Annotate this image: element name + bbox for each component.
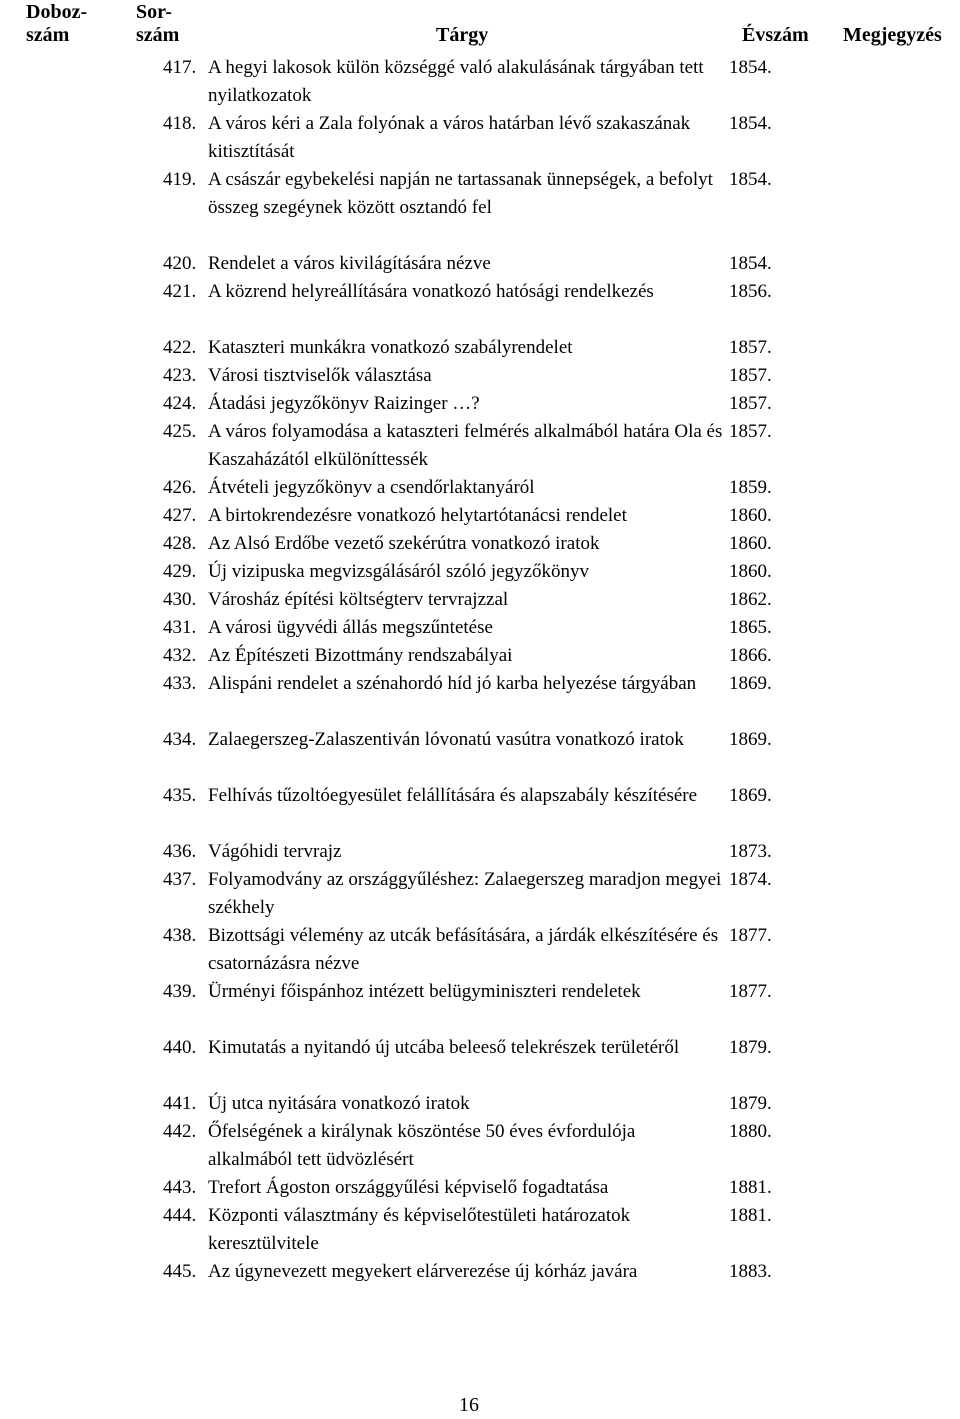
row-title: Vágóhidi tervrajz <box>208 841 342 862</box>
header-sor-line1: Sor- <box>136 1 172 23</box>
row-year: 1859. <box>729 477 772 498</box>
table-row <box>0 670 960 726</box>
table-row <box>0 250 960 278</box>
row-number: 443. <box>163 1177 197 1198</box>
page-number <box>0 1394 960 1417</box>
row-number: 435. <box>163 785 197 806</box>
table-row <box>0 110 960 166</box>
table-header <box>0 0 960 48</box>
row-number: 419. <box>163 169 197 190</box>
header-targy: Tárgy <box>436 24 489 46</box>
row-title: Kimutatás a nyitandó új utcába beleeső telekrészek területéről <box>208 1037 680 1058</box>
row-year: 1857. <box>729 421 772 442</box>
row-title: Zalaegerszeg-Zalaszentiván lóvonatú vasútra vonatkozó iratok <box>208 729 684 750</box>
row-number: 425. <box>163 421 197 442</box>
table-row <box>0 978 960 1006</box>
header-evszam: Évszám <box>742 24 809 46</box>
row-title: Az úgynevezett megyekert elárverezése új kórház javára <box>208 1261 638 1282</box>
row-year: 1865. <box>729 617 772 638</box>
row-title: Folyamodvány az országgyűléshez: Zalaegerszeg maradjon megyei székhely <box>208 869 722 918</box>
table-row <box>0 418 960 474</box>
row-number: 439. <box>163 981 197 1002</box>
row-title: Rendelet a város kivilágítására nézve <box>208 253 491 274</box>
header-sor-szam <box>136 1 226 47</box>
row-year: 1881. <box>729 1177 772 1198</box>
table-row <box>0 278 960 306</box>
row-year: 1856. <box>729 281 772 302</box>
table-row <box>0 1118 960 1174</box>
table-row <box>0 390 960 418</box>
row-title: A közrend helyreállítására vonatkozó hatósági rendelkezés <box>208 281 654 302</box>
row-title: Új utca nyitására vonatkozó iratok <box>208 1093 470 1114</box>
row-title: Kataszteri munkákra vonatkozó szabályrendelet <box>208 337 573 358</box>
row-title: Átadási jegyzőkönyv Raizinger …? <box>208 393 480 414</box>
row-year: 1860. <box>729 561 772 582</box>
row-title: Az Építészeti Bizottmány rendszabályai <box>208 645 513 666</box>
table-row <box>0 1174 960 1202</box>
table-row <box>0 866 960 922</box>
row-year: 1857. <box>729 337 772 358</box>
row-number: 436. <box>163 841 197 862</box>
table-row <box>0 586 960 614</box>
row-title: Trefort Ágoston országgyűlési képviselő fogadtatása <box>208 1177 609 1198</box>
row-year: 1883. <box>729 1261 772 1282</box>
row-year: 1874. <box>729 869 772 890</box>
records-list <box>0 54 960 1286</box>
header-doboz-line1: Doboz- <box>26 1 88 23</box>
row-number: 434. <box>163 729 197 750</box>
row-number: 423. <box>163 365 197 386</box>
row-title: Átvételi jegyzőkönyv a csendőrlaktanyáról <box>208 477 535 498</box>
table-row <box>0 166 960 222</box>
table-row <box>0 642 960 670</box>
row-title: Őfelségének a királynak köszöntése 50 éves évfordulója alkalmából tett üdvözlésért <box>208 1121 636 1170</box>
row-number: 427. <box>163 505 197 526</box>
row-number: 421. <box>163 281 197 302</box>
row-number: 444. <box>163 1205 197 1226</box>
row-number: 431. <box>163 617 197 638</box>
row-year: 1880. <box>729 1121 772 1142</box>
table-row <box>0 1258 960 1286</box>
row-number: 441. <box>163 1093 197 1114</box>
row-year: 1869. <box>729 729 772 750</box>
row-year: 1879. <box>729 1093 772 1114</box>
table-row <box>0 922 960 978</box>
table-row <box>0 1090 960 1118</box>
row-number: 424. <box>163 393 197 414</box>
table-row <box>0 614 960 642</box>
table-row <box>0 1202 960 1258</box>
table-row <box>0 726 960 782</box>
table-row <box>0 362 960 390</box>
row-title: Az Alsó Erdőbe vezető szekérútra vonatkozó iratok <box>208 533 600 554</box>
row-title: A város kéri a Zala folyónak a város határban lévő szakaszának kitisztítását <box>208 113 691 162</box>
row-title: A város folyamodása a kataszteri felmérés alkalmából határa Ola és Kaszaházától elkülöníttessék <box>208 421 723 470</box>
row-year: 1881. <box>729 1205 772 1226</box>
row-title: Városház építési költségterv tervrajzzal <box>208 589 509 610</box>
row-year: 1854. <box>729 57 772 78</box>
row-title: Ürményi főispánhoz intézett belügyminiszteri rendeletek <box>208 981 641 1002</box>
row-year: 1854. <box>729 253 772 274</box>
row-year: 1854. <box>729 113 772 134</box>
row-year: 1860. <box>729 505 772 526</box>
table-row <box>0 502 960 530</box>
table-row <box>0 54 960 110</box>
row-year: 1877. <box>729 925 772 946</box>
row-title: Bizottsági vélemény az utcák befásítására, a járdák elkészítésére és csatornázásra nézve <box>208 925 719 974</box>
row-year: 1877. <box>729 981 772 1002</box>
table-row <box>0 838 960 866</box>
row-year: 1869. <box>729 673 772 694</box>
row-number: 429. <box>163 561 197 582</box>
table-row <box>0 474 960 502</box>
row-number: 428. <box>163 533 197 554</box>
header-doboz-szam <box>26 1 116 47</box>
header-doboz-line2: szám <box>26 24 70 46</box>
header-megjegyzes: Megjegyzés <box>843 24 942 46</box>
row-year: 1857. <box>729 393 772 414</box>
row-number: 432. <box>163 645 197 666</box>
row-title: A hegyi lakosok külön községgé való alakulásának tárgyában tett nyilatkozatok <box>208 57 704 106</box>
row-number: 438. <box>163 925 197 946</box>
page-number-text: 16 <box>459 1394 479 1416</box>
row-title: A birtokrendezésre vonatkozó helytartótanácsi rendelet <box>208 505 627 526</box>
row-title: A városi ügyvédi állás megszűntetése <box>208 617 493 638</box>
header-sor-line2: szám <box>136 24 180 46</box>
table-row <box>0 1034 960 1090</box>
row-year: 1862. <box>729 589 772 610</box>
row-number: 420. <box>163 253 197 274</box>
row-year: 1857. <box>729 365 772 386</box>
row-number: 437. <box>163 869 197 890</box>
table-row <box>0 782 960 838</box>
row-year: 1866. <box>729 645 772 666</box>
row-title: A császár egybekelési napján ne tartassanak ünnepségek, a befolyt összeg szegéynek között osztandó fel <box>208 169 713 218</box>
row-number: 418. <box>163 113 197 134</box>
row-title: Felhívás tűzoltóegyesület felállítására és alapszabály készítésére <box>208 785 698 806</box>
row-number: 442. <box>163 1121 197 1142</box>
row-year: 1869. <box>729 785 772 806</box>
row-title: Városi tisztviselők választása <box>208 365 432 386</box>
row-number: 433. <box>163 673 197 694</box>
row-title: Alispáni rendelet a szénahordó híd jó karba helyezése tárgyában <box>208 673 697 694</box>
row-year: 1879. <box>729 1037 772 1058</box>
row-number: 445. <box>163 1261 197 1282</box>
row-number: 430. <box>163 589 197 610</box>
table-row <box>0 530 960 558</box>
row-year: 1854. <box>729 169 772 190</box>
row-year: 1860. <box>729 533 772 554</box>
row-number: 440. <box>163 1037 197 1058</box>
row-title: Új vizipuska megvizsgálásáról szóló jegyzőkönyv <box>208 561 589 582</box>
row-year: 1873. <box>729 841 772 862</box>
row-number: 417. <box>163 57 197 78</box>
table-row <box>0 334 960 362</box>
table-row <box>0 558 960 586</box>
row-number: 422. <box>163 337 197 358</box>
row-title: Központi választmány és képviselőtestületi határozatok keresztülvitele <box>208 1205 631 1254</box>
row-number: 426. <box>163 477 197 498</box>
